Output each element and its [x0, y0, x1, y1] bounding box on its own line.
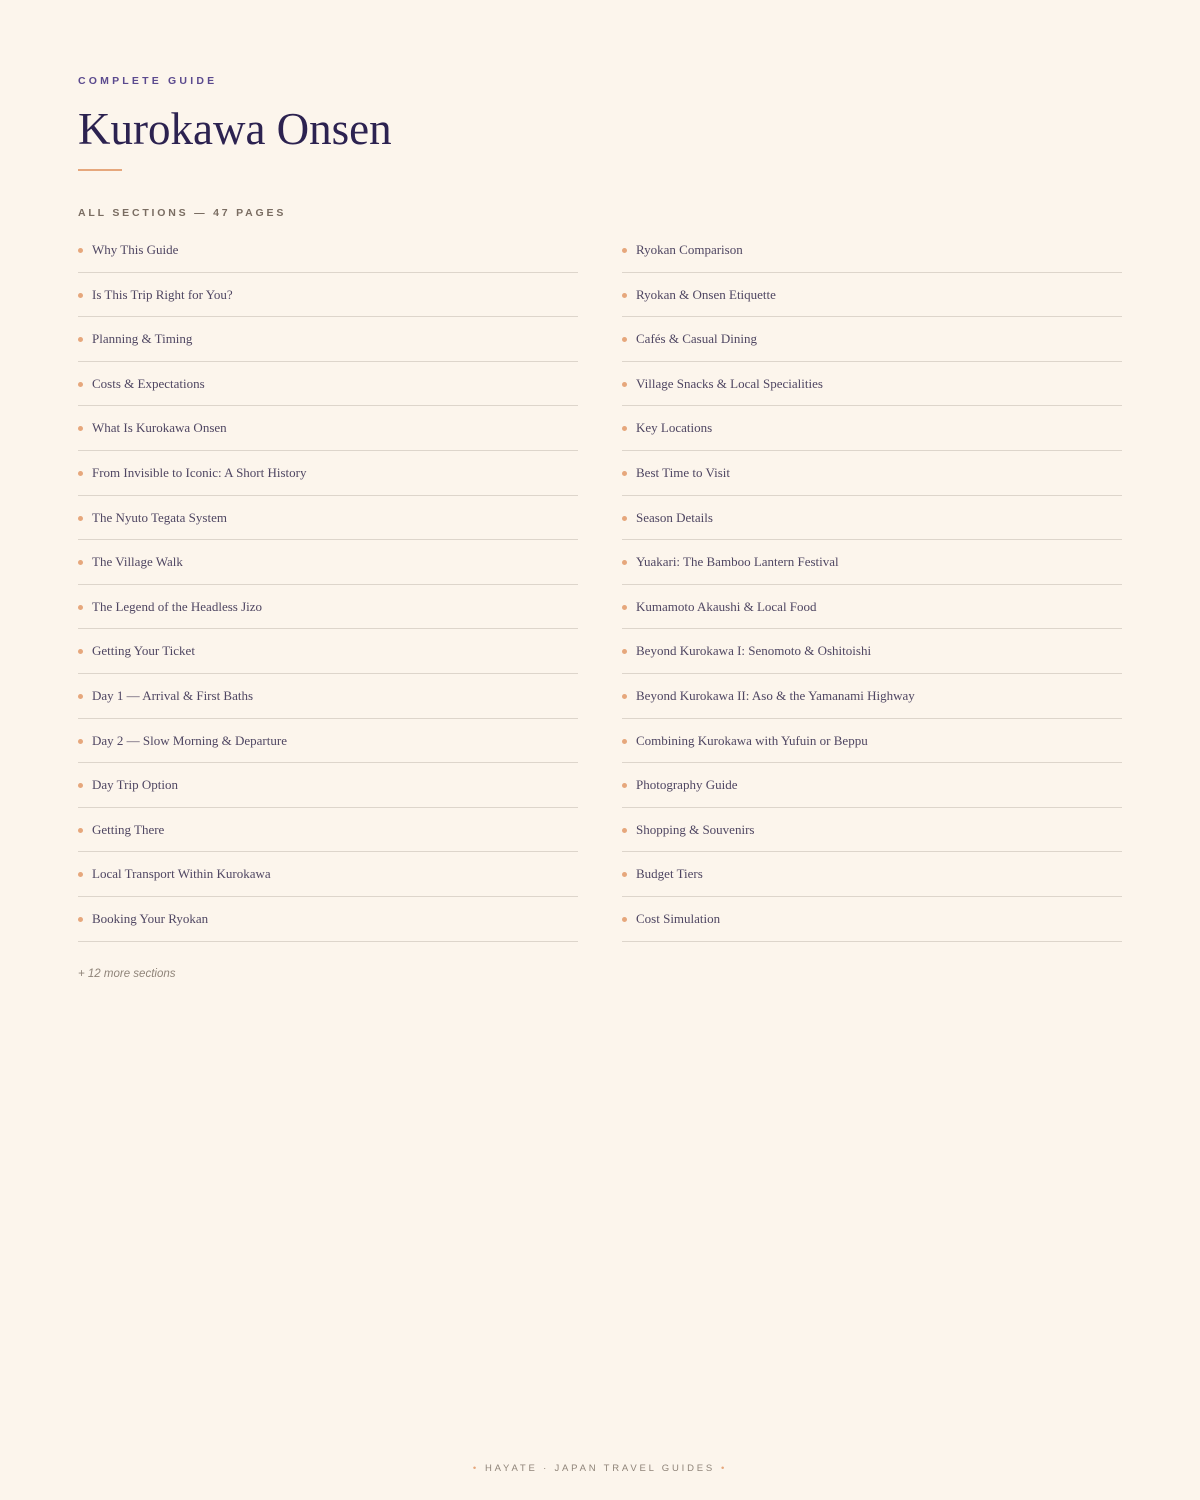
toc-item-label: Key Locations	[636, 420, 713, 436]
bullet-dot-icon	[78, 649, 83, 654]
toc-item-label: Day Trip Option	[92, 777, 178, 793]
toc-item-label: Best Time to Visit	[636, 464, 730, 480]
toc-item-label: Getting Your Ticket	[92, 643, 195, 659]
bullet-dot-icon	[78, 248, 83, 253]
bullet-dot-icon	[78, 426, 83, 431]
footer-dot-right: •	[721, 1463, 728, 1474]
toc-item-label: Ryokan & Onsen Etiquette	[636, 286, 776, 302]
toc-item[interactable]	[622, 629, 1122, 674]
bullet-dot-icon	[622, 560, 627, 565]
toc-item[interactable]	[78, 897, 578, 942]
bullet-dot-icon	[78, 739, 83, 744]
toc-item-label: Cafés & Casual Dining	[636, 331, 757, 347]
toc-item[interactable]	[78, 763, 578, 808]
toc-item-label: Is This Trip Right for You?	[92, 286, 233, 302]
toc-item-label: Getting There	[92, 821, 165, 837]
toc-item[interactable]	[78, 585, 578, 630]
toc-item-label: Local Transport Within Kurokawa	[92, 866, 271, 882]
toc-item-label: The Village Walk	[92, 554, 183, 570]
toc-item[interactable]	[622, 719, 1122, 764]
toc-item[interactable]	[78, 273, 578, 318]
toc-item-label: Costs & Expectations	[92, 375, 205, 391]
toc-item-label: The Legend of the Headless Jizo	[92, 598, 263, 614]
toc-item[interactable]	[622, 852, 1122, 897]
toc-item-label: Kumamoto Akaushi & Local Food	[636, 598, 817, 614]
bullet-dot-icon	[622, 917, 627, 922]
toc-item-label: What Is Kurokawa Onsen	[92, 420, 227, 436]
toc-item[interactable]	[622, 763, 1122, 808]
toc-item-label: Why This Guide	[92, 242, 179, 257]
bullet-dot-icon	[78, 694, 83, 699]
toc-item[interactable]	[78, 852, 578, 897]
bullet-dot-icon	[78, 337, 83, 342]
toc-item[interactable]	[78, 362, 578, 407]
toc-item[interactable]	[78, 719, 578, 764]
bullet-dot-icon	[622, 248, 627, 253]
bullet-dot-icon	[622, 516, 627, 521]
toc-item-label: Beyond Kurokawa I: Senomoto & Oshitoishi	[636, 643, 872, 659]
toc-item[interactable]	[78, 317, 578, 362]
bullet-dot-icon	[78, 917, 83, 922]
toc-item-label: Village Snacks & Local Specialities	[636, 375, 823, 391]
toc-item[interactable]	[78, 451, 578, 496]
bullet-dot-icon	[78, 293, 83, 298]
toc-item[interactable]	[622, 451, 1122, 496]
bullet-dot-icon	[78, 605, 83, 610]
toc-item-label: Photography Guide	[636, 777, 738, 793]
toc-item[interactable]	[78, 540, 578, 585]
bullet-dot-icon	[78, 560, 83, 565]
toc-item-label: Planning & Timing	[92, 331, 193, 347]
more-sections-note: + 12 more sections	[78, 968, 176, 980]
toc-item-label: From Invisible to Iconic: A Short History	[92, 464, 307, 480]
footer-brand: HAYATE · JAPAN TRAVEL GUIDES	[484, 1463, 716, 1474]
toc-item-label: The Nyuto Tegata System	[92, 509, 227, 525]
toc-item[interactable]	[78, 496, 578, 541]
footer-dot-left: •	[472, 1463, 479, 1474]
toc-item-label: Yuakari: The Bamboo Lantern Festival	[636, 554, 839, 570]
toc-item[interactable]	[78, 808, 578, 853]
bullet-dot-icon	[622, 828, 627, 833]
bullet-dot-icon	[78, 828, 83, 833]
toc-item-label: Cost Simulation	[636, 910, 721, 926]
toc-item-label: Budget Tiers	[636, 866, 703, 882]
toc-item[interactable]	[622, 674, 1122, 719]
bullet-dot-icon	[622, 872, 627, 877]
toc-item-label: Ryokan Comparison	[636, 242, 743, 257]
sections-count-label: ALL SECTIONS — 47 PAGES	[78, 207, 287, 219]
bullet-dot-icon	[622, 337, 627, 342]
toc-item[interactable]	[622, 406, 1122, 451]
toc-item[interactable]	[622, 808, 1122, 853]
bullet-dot-icon	[78, 382, 83, 387]
toc-item-label: Day 1 — Arrival & First Baths	[92, 687, 254, 703]
bullet-dot-icon	[78, 516, 83, 521]
toc-item[interactable]	[622, 273, 1122, 318]
footer	[0, 1463, 1200, 1474]
page-title: Kurokawa Onsen	[78, 104, 392, 154]
toc-item-label: Shopping & Souvenirs	[636, 821, 755, 837]
bullet-dot-icon	[78, 872, 83, 877]
toc-item[interactable]	[78, 629, 578, 674]
toc-item[interactable]	[78, 228, 578, 273]
toc-item-label: Season Details	[636, 509, 713, 525]
toc-item[interactable]	[622, 317, 1122, 362]
bullet-dot-icon	[622, 739, 627, 744]
toc-column-left	[78, 228, 578, 942]
bullet-dot-icon	[78, 783, 83, 788]
bullet-dot-icon	[78, 471, 83, 476]
bullet-dot-icon	[622, 649, 627, 654]
toc-item-label: Beyond Kurokawa II: Aso & the Yamanami Highway	[636, 687, 915, 703]
toc-item[interactable]	[78, 406, 578, 451]
bullet-dot-icon	[622, 783, 627, 788]
bullet-dot-icon	[622, 471, 627, 476]
toc-item[interactable]	[622, 362, 1122, 407]
toc-item-label: Booking Your Ryokan	[92, 910, 209, 926]
toc-item-label: Combining Kurokawa with Yufuin or Beppu	[636, 732, 868, 748]
toc-column-right	[622, 228, 1122, 942]
bullet-dot-icon	[622, 605, 627, 610]
toc-item[interactable]	[622, 540, 1122, 585]
bullet-dot-icon	[622, 426, 627, 431]
bullet-dot-icon	[622, 293, 627, 298]
toc-item[interactable]	[622, 496, 1122, 541]
accent-divider	[78, 169, 122, 171]
toc-item[interactable]	[622, 897, 1122, 942]
toc-item[interactable]	[622, 585, 1122, 630]
toc-item[interactable]	[78, 674, 578, 719]
toc-item[interactable]	[622, 228, 1122, 273]
bullet-dot-icon	[622, 382, 627, 387]
bullet-dot-icon	[622, 694, 627, 699]
eyebrow-label: COMPLETE GUIDE	[78, 75, 218, 87]
toc-item-label: Day 2 — Slow Morning & Departure	[92, 732, 287, 748]
